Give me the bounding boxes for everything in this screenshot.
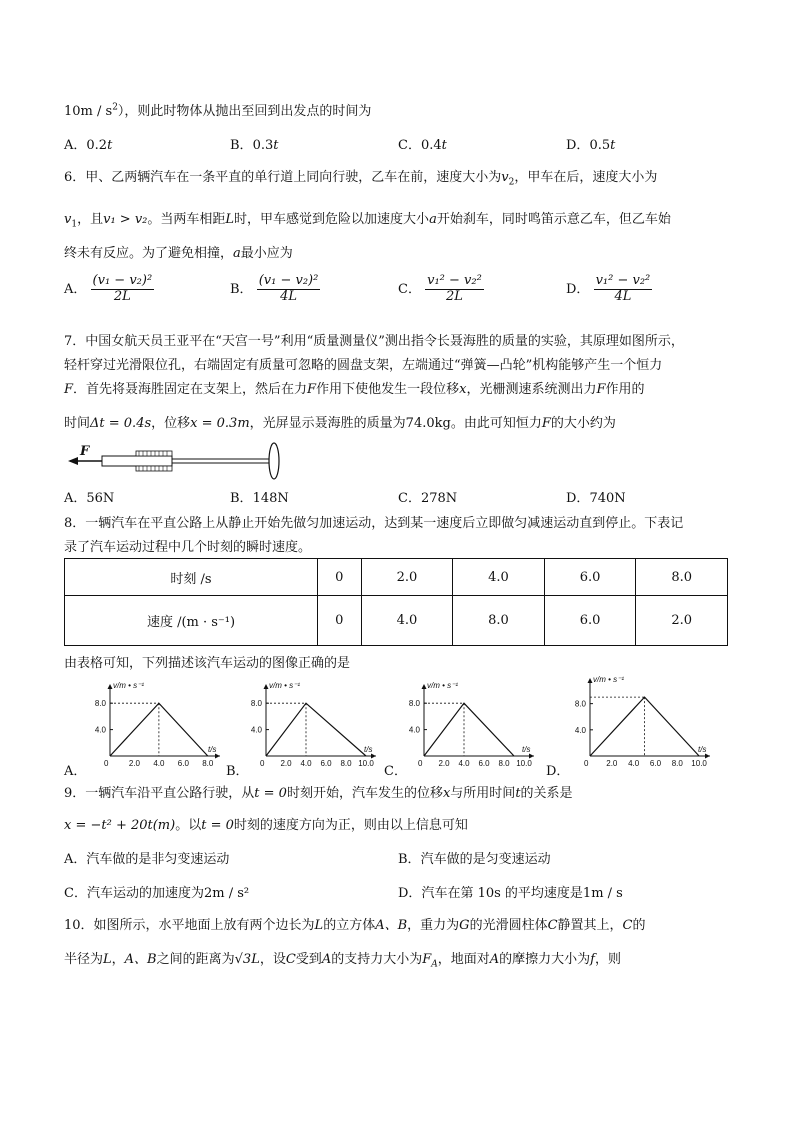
x-tick-label: 8.0 [498,759,510,768]
velocity-table [64,558,728,646]
y-tick-label: 4.0 [94,725,106,735]
q7-stem-line3: F．首先将聂海胜固定在支架上，然后在力F作用下使他发生一段位移x，光栅测速系统测出力F作用的 [64,382,645,397]
force-arrowhead [68,457,78,465]
q7-stem-line1: 7．中国女航天员王亚平在“天宫一号”利用“质量测量仪”测出指令长聂海胜的质量的实验，其原理如图所示， [64,334,684,349]
x-axis-label: t/s [522,745,531,754]
table-cell: 6.0 [544,596,636,646]
q7-option-c[interactable]: C．278N [398,491,458,506]
y-axis-arrow [588,678,593,683]
y-tick-label: 8.0 [250,699,262,709]
x-tick-label: 4.0 [300,759,312,768]
q6-stem-line2: $v_1$，且v₁ > v₂。当两车相距L时，甲车感觉到危险以加速度大小a开始刹车，同时鸣笛示意乙车，但乙车始 [64,212,671,230]
x-tick-label: 10.0 [516,759,532,768]
velocity-series-line [424,703,514,756]
origin-label: 0 [104,759,109,768]
q9-stem-line1: 9．一辆汽车沿平直公路行驶，从t = 0时刻开始，汽车发生的位移x与所用时间t的关系是 [64,786,573,801]
q9-option-b[interactable]: B．汽车做的是匀变速运动 [398,852,551,867]
origin-label: 0 [260,759,265,768]
table-header-speed: 速度 /(m · s⁻¹) [65,596,318,646]
q9-option-d[interactable]: D．汽车在第 10s 的平均速度是1m / s [398,886,623,901]
x-axis-label: t/s [364,745,373,754]
x-tick-label: 2.0 [438,759,450,768]
graph-c[interactable] [394,676,544,776]
table-cell: 4.0 [453,559,545,596]
x-tick-label: 6.0 [177,759,189,768]
x-tick-label: 8.0 [671,759,683,768]
q5-option-a[interactable]: A．0.2t [64,138,113,153]
origin-label: 0 [584,759,589,768]
q6-stem-line3: 终未有反应。为了避免相撞，a最小应为 [64,246,293,261]
q7-option-b[interactable]: B．148N [230,491,289,506]
q9-option-c[interactable]: C．汽车运动的加速度为2m / s² [64,886,250,901]
y-tick-label: 8.0 [574,699,586,709]
table-cell: 8.0 [453,596,545,646]
x-tick-label: 10.0 [358,759,374,768]
y-axis-label: v/m • s⁻¹ [427,681,459,690]
q5-option-d[interactable]: D．0.5t [566,138,616,153]
q9-option-a[interactable]: A．汽车做的是非匀变速运动 [64,852,230,867]
q9-stem-line2: x = −t² + 20t(m)。以t = 0时刻的速度方向为正，则由以上信息可知 [64,818,468,833]
x-tick-label: 8.0 [202,759,214,768]
table-cell: 8.0 [636,559,728,596]
fraction: $\frac{\text{v₁² − v₂²}}{2L}$ [427,273,482,304]
fraction: $\frac{\text{(v₁ − v₂)²}}{2L}$ [92,273,153,304]
q5-option-c[interactable]: C．0.4t [398,138,447,153]
spring-upper [136,451,172,456]
table-cell: 0 [318,596,362,646]
x-tick-label: 8.0 [340,759,352,768]
x-tick-label: 10.0 [691,759,707,768]
q6-option-d[interactable]: D． $\frac{\text{v₁² − v₂²}}{4L}$ [566,273,651,304]
x-axis-label: t/s [208,745,217,754]
q6-option-b[interactable]: B． $\frac{\text{(v₁ − v₂)²}}{4L}$ [230,273,319,304]
q8-option-a[interactable]: A． [64,764,87,779]
y-axis-arrow [108,684,113,689]
fraction: $\frac{\text{(v₁ − v₂)²}}{4L}$ [258,273,319,304]
x-axis-arrow [529,754,534,759]
fraction: $\frac{\text{v₁² − v₂²}}{4L}$ [595,273,651,304]
graph-b[interactable] [236,676,386,776]
q5-option-b[interactable]: B．0.3t [230,138,279,153]
table-cell: 2.0 [636,596,728,646]
y-tick-label: 4.0 [250,725,262,735]
q6-option-c[interactable]: C． $\frac{\text{v₁² − v₂²}}{2L}$ [398,273,482,304]
table-header-time: 时刻 /s [65,559,318,596]
q6-stem-line1: 6．甲、乙两辆汽车在一条平直的单行道上同向行驶，乙车在前，速度大小为$v_2$，甲车在后，速度大小为 [64,170,658,188]
x-tick-label: 4.0 [628,759,640,768]
table-cell: 0 [318,559,362,596]
table-row [65,596,728,646]
q8-option-d[interactable]: D． [546,764,570,779]
q8-option-c[interactable]: C． [384,764,407,779]
q7-stem-line4: 时间Δt = 0.4s，位移x = 0.3m，光屏显示聂海胜的质量为74.0kg。由此可知恒力F的大小约为 [64,416,616,431]
q8-stem-line1: 8．一辆汽车在平直公路上从静止开始先做匀加速运动，达到某一速度后立即做匀减速运动直到停止。下表记 [64,516,684,531]
x-axis-arrow [215,754,220,759]
q6-option-a[interactable]: A． $\frac{\text{(v₁ − v₂)²}}{2L}$ [64,273,153,304]
x-tick-label: 6.0 [478,759,490,768]
q8-stem-line2: 录了汽车运动过程中几个时刻的瞬时速度。 [64,540,312,555]
q5-stem-tail: $10m / s^2$），则此时物体从抛出至回到出发点的时间为 [64,102,372,119]
disk-support [269,443,279,479]
x-axis-label: t/s [698,745,707,754]
y-axis-label: v/m • s⁻¹ [113,681,145,690]
x-tick-label: 2.0 [606,759,618,768]
y-axis-arrow [264,684,269,689]
force-label: F [80,444,90,459]
table-cell: 6.0 [544,559,636,596]
q7-stem-line2: 轻杆穿过光滑限位孔，右端固定有质量可忽略的圆盘支架，左端通过“弹簧—凸轮”机构能够产生一个恒力 [64,358,663,373]
x-tick-label: 2.0 [280,759,292,768]
y-tick-label: 8.0 [94,699,106,709]
q10-stem-line2: 半径为L，A、B之间的距离为√3L，设C受到A的支持力大小为$F_A$，地面对A的摩擦力大小为f，则 [64,952,621,970]
mass-measurement-figure [66,440,286,482]
velocity-series-line [266,703,366,756]
table-cell: 4.0 [361,596,453,646]
y-axis-label: v/m • s⁻¹ [269,681,301,690]
x-tick-label: 2.0 [128,759,141,768]
q8-prompt: 由表格可知，下列描述该汽车运动的图像正确的是 [64,656,351,671]
q8-option-b[interactable]: B． [226,764,249,779]
y-axis-label: v/m • s⁻¹ [593,675,625,684]
q7-option-d[interactable]: D．740N [566,491,626,506]
x-tick-label: 6.0 [320,759,332,768]
y-tick-label: 4.0 [408,725,420,735]
x-tick-label: 4.0 [153,759,165,768]
table-row [65,559,728,596]
x-tick-label: 6.0 [649,759,662,768]
y-tick-label: 4.0 [574,725,586,735]
table-cell: 2.0 [361,559,453,596]
y-axis-arrow [422,684,427,689]
sleeve [102,456,172,466]
graph-d[interactable] [560,670,720,776]
q7-option-a[interactable]: A．56N [64,491,115,506]
graph-a[interactable] [80,676,230,776]
q10-stem-line1: 10．如图所示，水平地面上放有两个边长为L的立方体A、B，重力为G的光滑圆柱体C静置其上，C的 [64,918,646,933]
origin-label: 0 [418,759,423,768]
x-axis-arrow [371,754,376,759]
y-tick-label: 8.0 [408,699,420,709]
x-tick-label: 4.0 [458,759,470,768]
x-axis-arrow [705,754,710,759]
spring-lower [136,466,172,471]
